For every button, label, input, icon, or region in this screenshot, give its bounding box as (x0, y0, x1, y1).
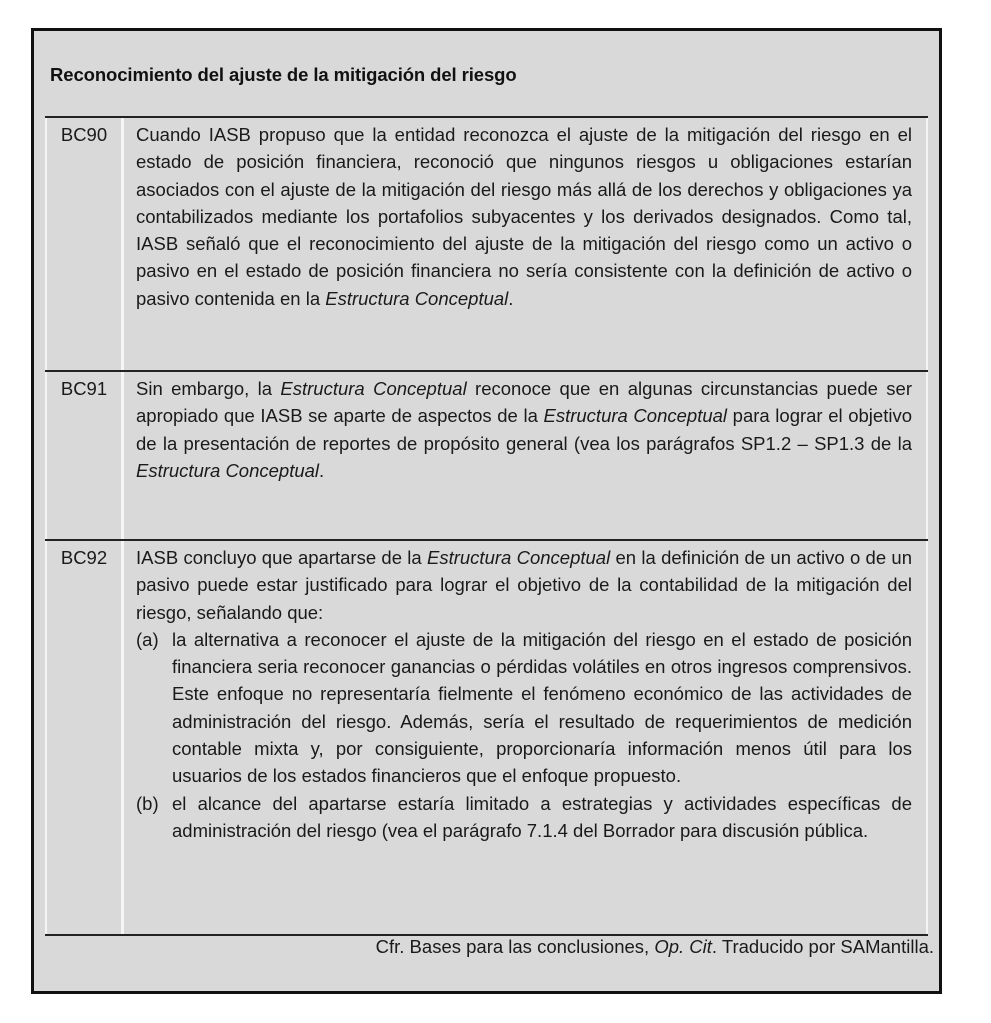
citation-suffix: . Traducido por SAMantilla. (711, 936, 934, 957)
paragraph-text (124, 118, 928, 370)
document-frame (31, 28, 942, 994)
paragraph-table (45, 116, 928, 936)
text-segment: reconoce que en algunas circunstancias puede ser apropiado que IASB se aparte de aspectos de la (136, 378, 912, 427)
text-segment: Sin embargo, la (136, 378, 281, 399)
list-item-text: el alcance del apartarse estaría limitado a estrategias y actividades específicas de administración del riesgo (vea el parágrafo 7.1.4 del Borrador para discusión pública. (172, 792, 912, 841)
paragraph-body (136, 375, 912, 484)
italic-reference: Estructura Conceptual (136, 459, 320, 481)
paragraph-code: BC90 (45, 118, 124, 370)
paragraph-row-bc92 (45, 539, 928, 934)
paragraph-text (124, 541, 928, 934)
citation-italic: Op. Cit (654, 936, 712, 957)
citation-prefix: Cfr. Bases para las conclusiones, (375, 936, 655, 957)
italic-reference: Estructura Conceptual (543, 405, 728, 427)
paragraph-code: BC91 (45, 372, 124, 539)
list-item-b (136, 790, 912, 845)
italic-reference: Estructura Conceptual (325, 287, 509, 309)
paragraph-row-bc91 (45, 370, 928, 539)
list-item-text: la alternativa a reconocer el ajuste de la mitigación del riesgo en el estado de posición financiera seria reconocer ganancias o pérdidas volátiles en otros ingresos comprensivos. Este enfoque no representaría fielmente el fenómeno económico de las actividades de administración del riesgo. Además, sería el resultado de requerimientos de medición contable mixta y, por consiguiente, proporcionaría información menos útil para los usuarios de los estados financieros que el enfoque propuesto. (172, 628, 912, 787)
source-citation (376, 936, 934, 958)
paragraph-row-bc90 (45, 116, 928, 370)
text-segment: Cuando IASB propuso que la entidad reconozca el ajuste de la mitigación del riesgo en el estado de posición financiera, reconoció que ningunos riesgos u obligaciones estarían asociados con el ajuste de la mitigación del riesgo más allá de los derechos y obligaciones ya contabilizados mediante los portafolios subyacentes y los derivados designados. Como tal, IASB señaló que el reconocimiento del ajuste de la mitigación del riesgo como un activo o pasivo en el estado de posición financiera no sería consistente con la definición de activo o pasivo contenida en la (136, 124, 912, 309)
list-item-a (136, 626, 912, 790)
paragraph-code: BC92 (45, 541, 124, 934)
paragraph-text (124, 372, 928, 539)
text-segment: para lograr el objetivo de la presentación de reportes de propósito general (vea los parágrafos SP1.2 – SP1.3 de la (136, 405, 912, 454)
list-marker: (b) (136, 792, 159, 814)
italic-reference: Estructura Conceptual (280, 378, 467, 399)
paragraph-body (136, 544, 912, 626)
text-segment: IASB concluyo que apartarse de la (136, 547, 427, 568)
list-marker: (a) (136, 628, 159, 650)
paragraph-body (136, 121, 912, 312)
text-segment: . (508, 287, 514, 309)
text-segment: . (319, 459, 325, 481)
text-segment: en la definición de un activo o de un pasivo puede estar justificado para lograr el objetivo de la contabilidad de la mitigación del riesgo, señalando que: (136, 547, 912, 623)
italic-reference: Estructura Conceptual (427, 547, 611, 568)
document-title: Reconocimiento del ajuste de la mitigación del riesgo (50, 64, 517, 85)
